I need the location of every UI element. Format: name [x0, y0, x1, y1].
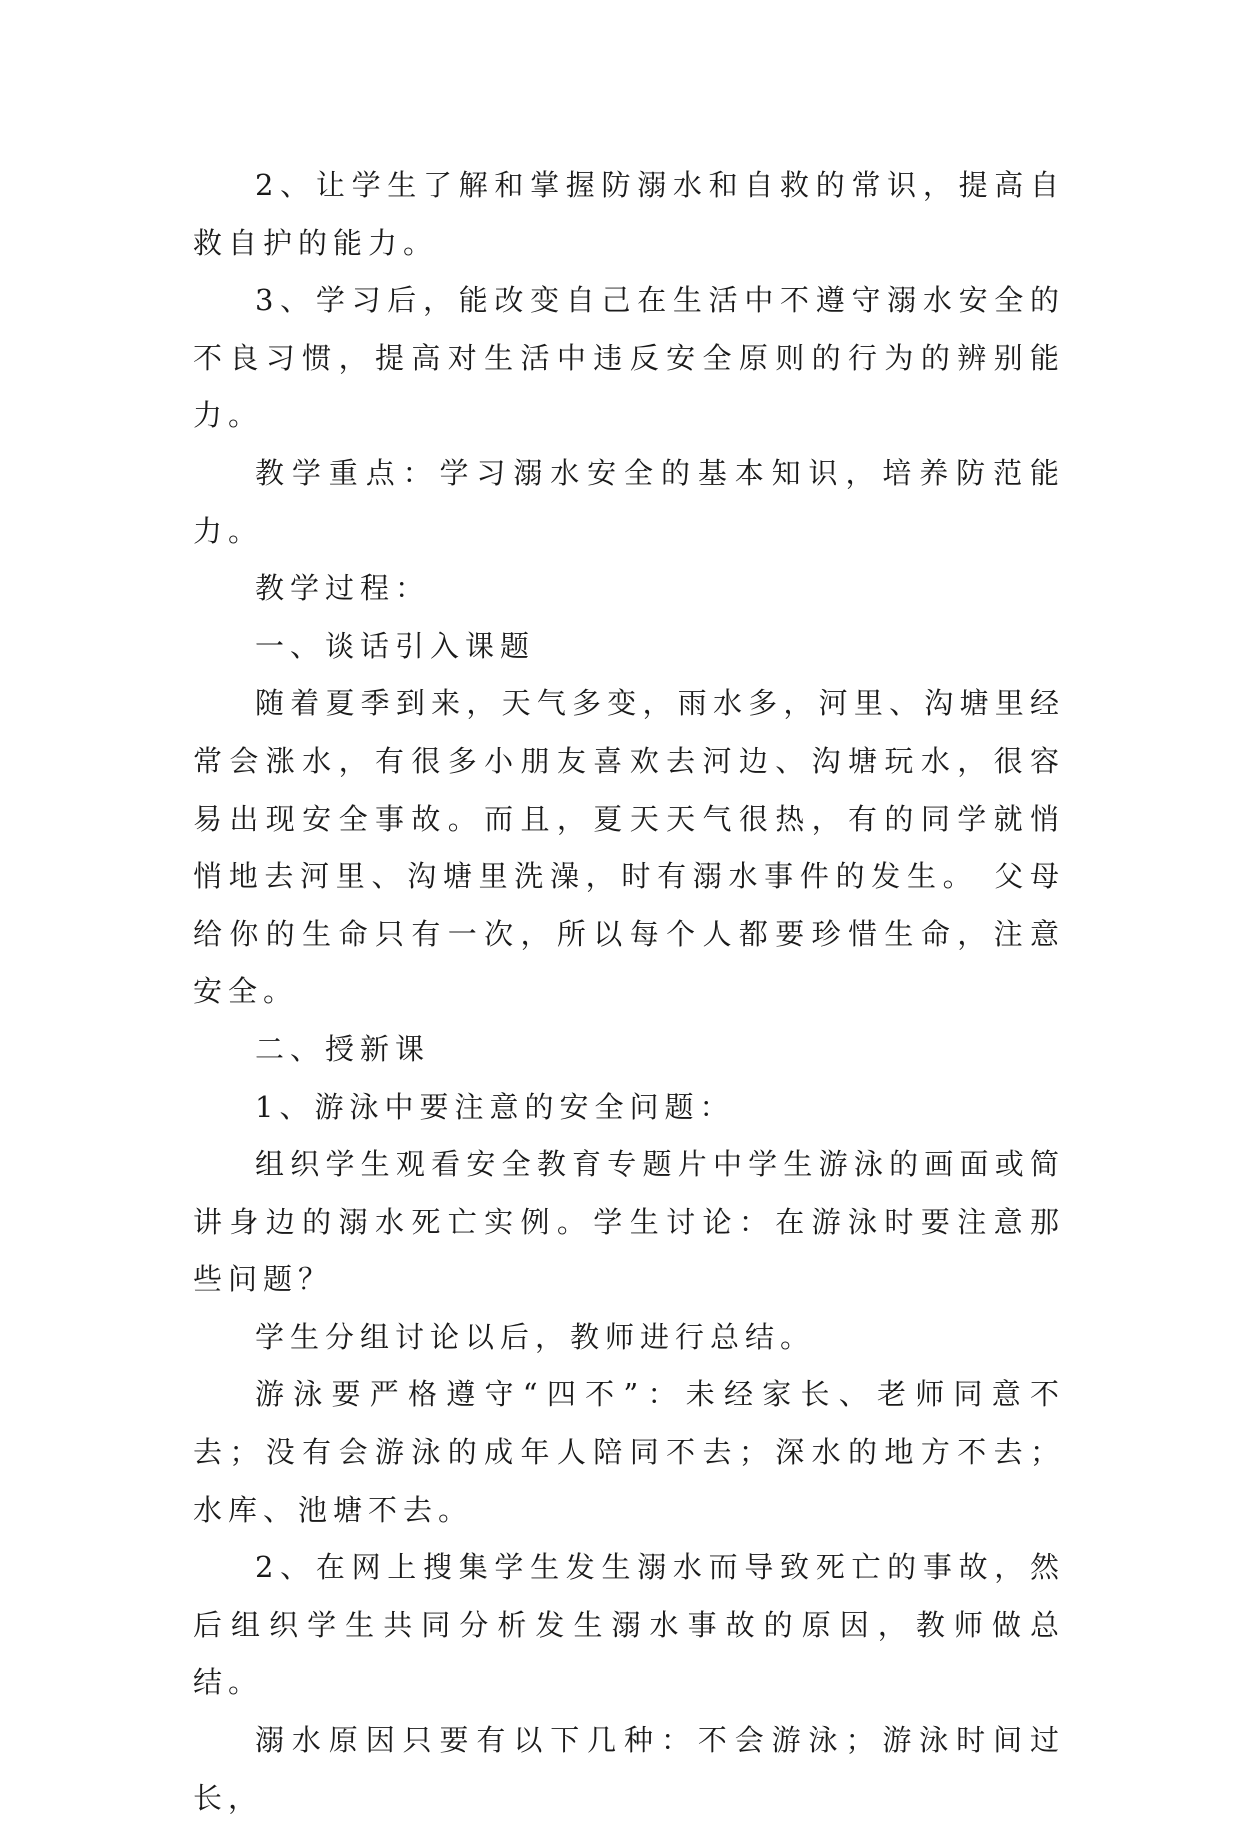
- paragraph-objective-3: 3、学习后，能改变自己在生活中不遵守溺水安全的不良习惯，提高对生活中违反安全原则的行为的辨别能力。: [193, 283, 1065, 433]
- heading-swimming-safety: 1、游泳中要注意的安全问题：: [255, 1089, 735, 1124]
- paragraph-online-research: 2、在网上搜集学生发生溺水而导致死亡的事故，然后组织学生共同分析发生溺水事故的原因，教师做总结。: [193, 1550, 1065, 1700]
- paragraph-objective-2: 2、让学生了解和掌握防溺水和自救的常识，提高自救自护的能力。: [193, 168, 1065, 260]
- paragraph-group-discussion: 学生分组讨论以后，教师进行总结。: [255, 1319, 816, 1354]
- document-body: [193, 157, 1065, 1827]
- paragraph-four-rules: 游泳要严格遵守“四不”：未经家长、老师同意不去；没有会游泳的成年人陪同不去；深水的地方不去；水库、池塘不去。: [193, 1377, 1065, 1527]
- paragraph-drowning-causes: 溺水原因只要有以下几种：不会游泳；游泳时间过长，: [193, 1723, 1065, 1815]
- heading-section-2: 二、授新课: [255, 1031, 431, 1066]
- paragraph-teaching-process: 教学过程：: [255, 571, 431, 606]
- paragraph-watch-film: 组织学生观看安全教育专题片中学生游泳的画面或简讲身边的溺水死亡实例。学生讨论：在游泳时要注意那些问题？: [193, 1147, 1065, 1297]
- paragraph-teaching-focus: 教学重点：学习溺水安全的基本知识，培养防范能力。: [193, 455, 1065, 548]
- paragraph-intro: 随着夏季到来，天气多变，雨水多，河里、沟塘里经常会涨水，有很多小朋友喜欢去河边、沟塘玩水，很容易出现安全事故。而且，夏天天气很热，有的同学就悄悄地去河里、沟塘里洗澡，时有溺水事件的发生。 父母给你的生命只有一次，所以每个人都要珍惜生命，注意安全。: [193, 686, 1065, 1009]
- heading-section-1: 一、谈话引入课题: [255, 628, 536, 663]
